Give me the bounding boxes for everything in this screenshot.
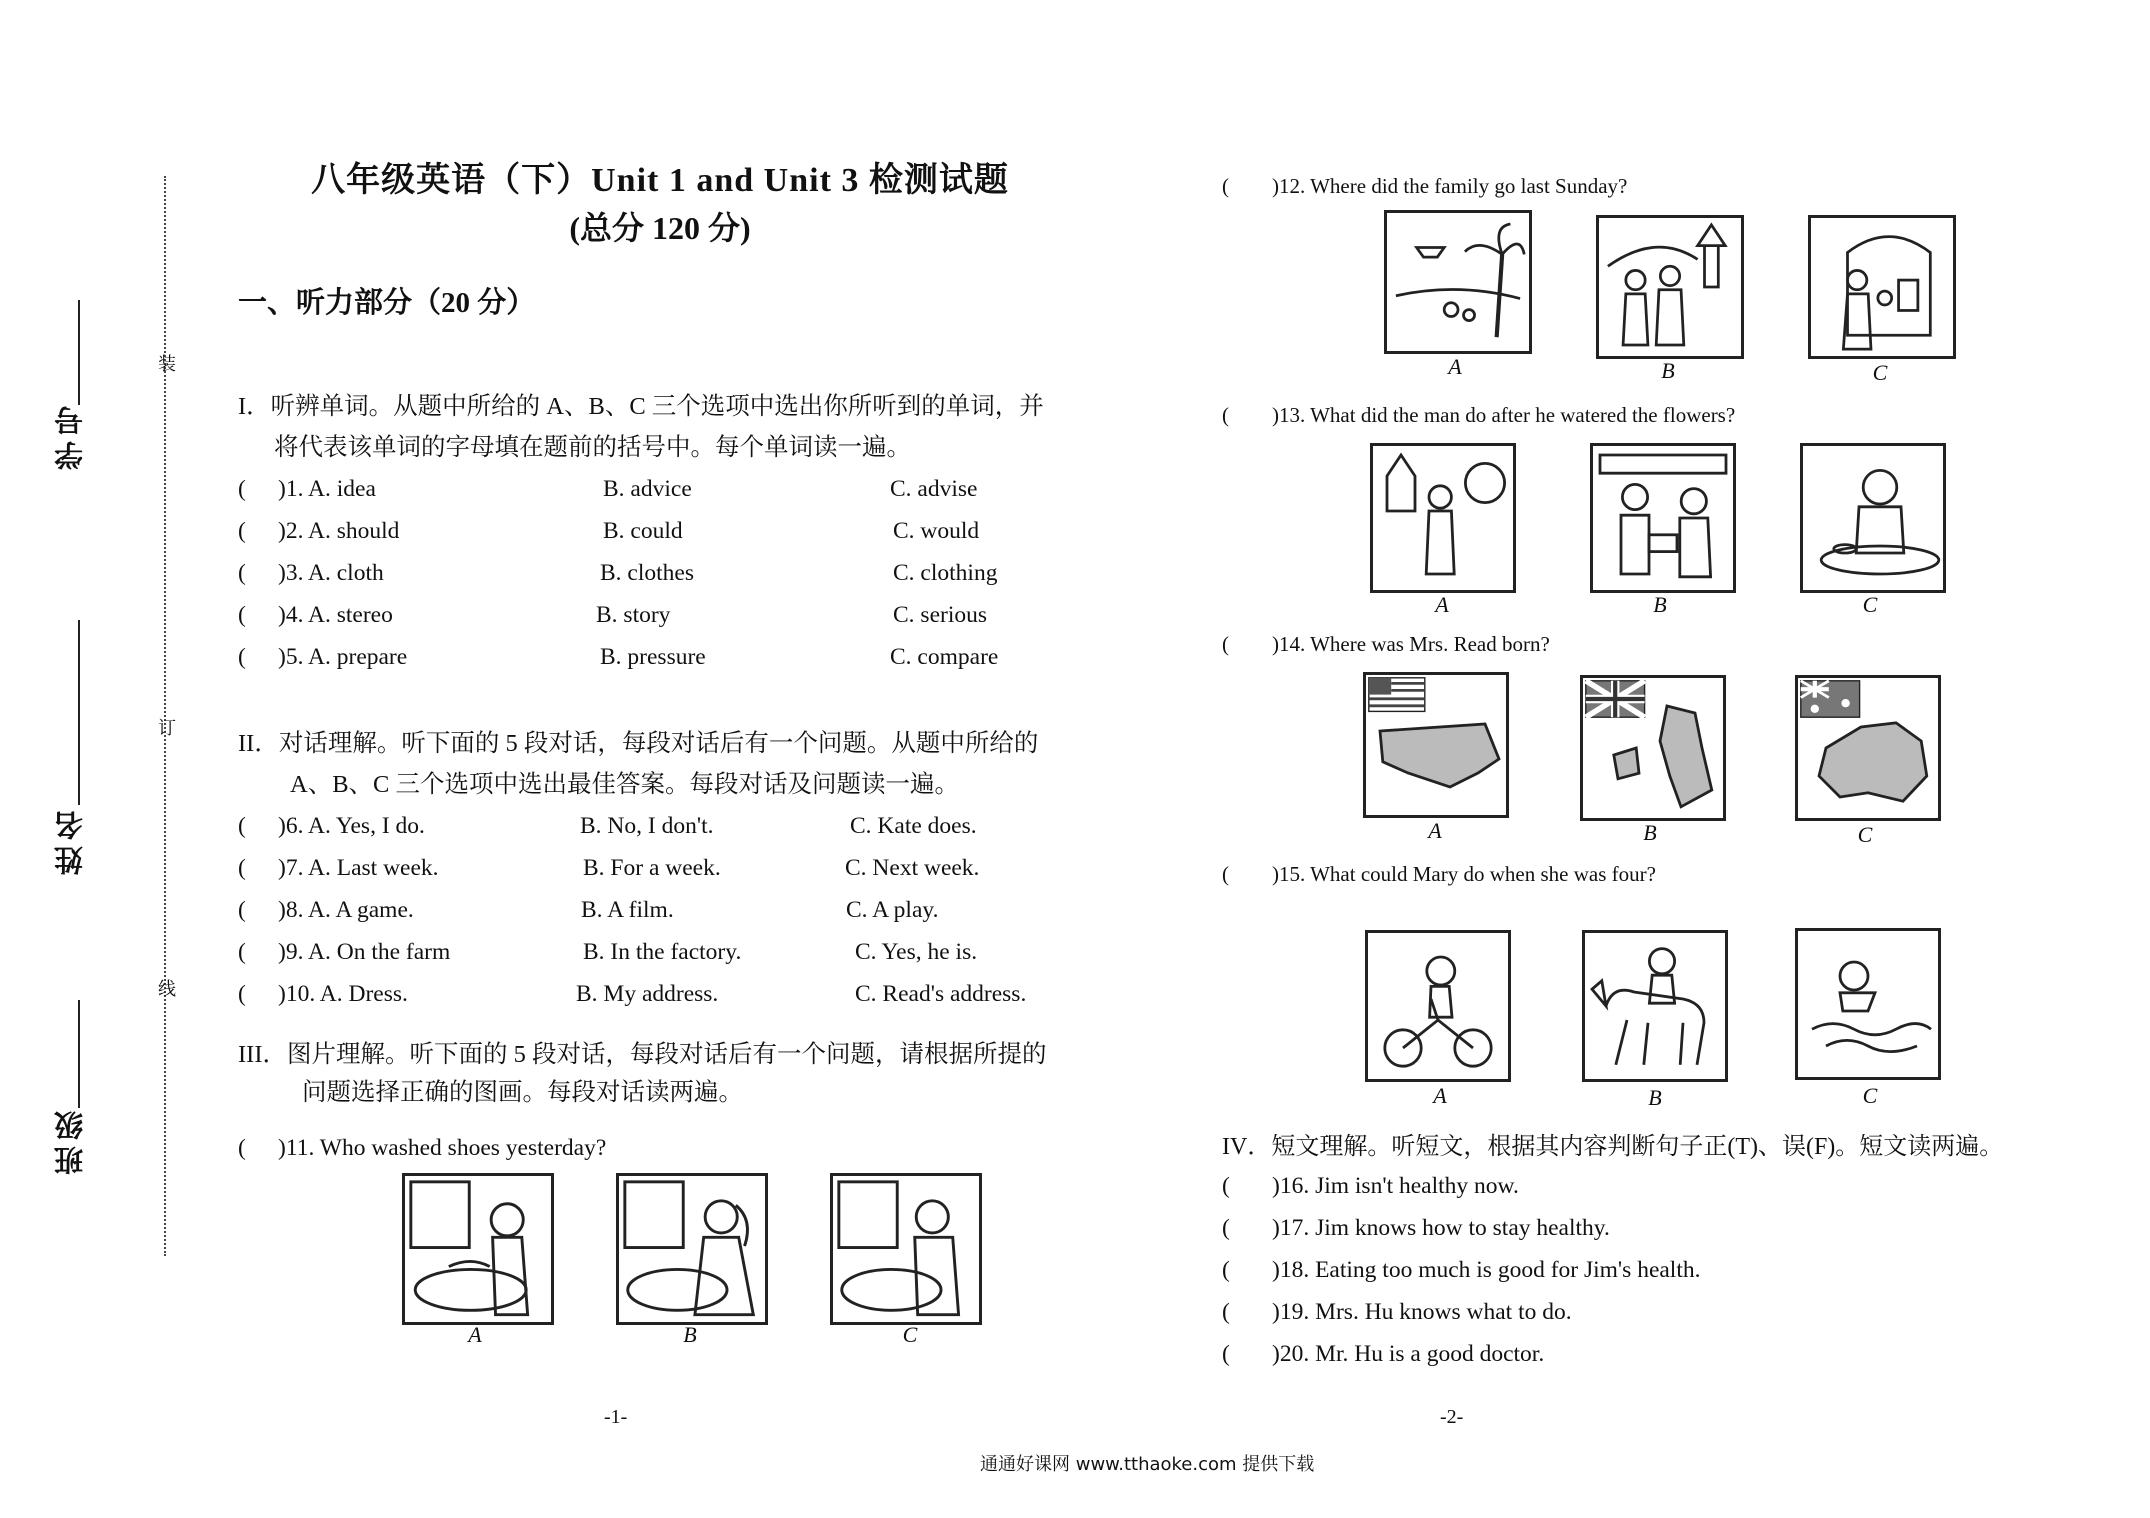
answer-paren[interactable]: ( (238, 981, 246, 1007)
picture-label-c: C (902, 1322, 918, 1347)
option-b: B. advice (603, 476, 692, 502)
question-stem: )10. A. Dress. (278, 981, 408, 1007)
picture-option-a[interactable] (1370, 443, 1516, 593)
part1-instruction-line2: 将代表该单词的字母填在题前的括号中。每个单词读一遍。 (274, 434, 911, 461)
man-at-table-image (1803, 446, 1943, 590)
option-c: C. compare (890, 644, 999, 670)
question-row (1222, 862, 1656, 887)
question-row (1222, 632, 1550, 657)
question-row (238, 644, 1058, 676)
usa-map-flag-image (1366, 675, 1506, 815)
picture-label-a: A (1428, 818, 1442, 843)
girl-riding-horse-image (1585, 933, 1725, 1079)
answer-paren[interactable]: ( (238, 560, 246, 586)
beach-scene-image (1387, 213, 1529, 351)
question-row (1222, 403, 1735, 428)
question-row (1222, 1299, 1572, 1326)
question-row (238, 476, 1058, 508)
part2-instruction-line1: II．对话理解。听下面的 5 段对话，每段对话后有一个问题。从题中所给的 (238, 730, 1039, 757)
option-b: B. pressure (600, 644, 706, 670)
answer-paren[interactable]: ( (238, 897, 246, 923)
option-c: C. serious (893, 602, 987, 628)
question-row (238, 518, 1058, 550)
answer-paren[interactable]: ( (1222, 174, 1229, 198)
question-row (1222, 1215, 1610, 1242)
question-row (1222, 1173, 1519, 1200)
answer-paren[interactable]: ( (1222, 1215, 1230, 1241)
option-b: B. clothes (600, 560, 694, 586)
picture-label-a: A (1448, 354, 1462, 379)
washing-shoes-boy-image (405, 1176, 551, 1322)
part4-instruction: IV．短文理解。听短文，根据其内容判断句子正(T)、误(F)。短文读两遍。 (1222, 1134, 2004, 1160)
option-b: B. No, I don't. (580, 813, 714, 839)
picture-option-c[interactable] (1800, 443, 1946, 593)
question-stem: )11. Who washed shoes yesterday? (278, 1135, 607, 1161)
picture-option-c[interactable] (1795, 928, 1941, 1080)
question-stem: )19. Mrs. Hu knows what to do. (1272, 1299, 1572, 1325)
option-b: B. A film. (581, 897, 674, 923)
class-label: 班级 (55, 1105, 87, 1175)
answer-paren[interactable]: ( (1222, 862, 1229, 886)
question-stem: )2. A. should (278, 518, 400, 544)
answer-paren[interactable]: ( (1222, 1173, 1230, 1199)
picture-label-b: B (1661, 358, 1675, 383)
question-row (238, 981, 1058, 1013)
picture-label-b: B (1653, 592, 1667, 617)
class-line[interactable] (78, 1000, 80, 1108)
answer-paren[interactable]: ( (238, 476, 246, 502)
picture-option-a[interactable] (1365, 930, 1511, 1082)
answer-paren[interactable]: ( (238, 813, 246, 839)
family-trip-temple-image (1599, 218, 1741, 356)
question-stem: )8. A. A game. (278, 897, 414, 923)
question-row (238, 939, 1058, 971)
answer-paren[interactable]: ( (1222, 403, 1229, 427)
question-row (238, 813, 1058, 845)
option-c: C. Read's address. (855, 981, 1027, 1007)
question-row (1222, 1257, 1701, 1284)
picture-option-a[interactable] (1363, 672, 1509, 818)
student-id-line[interactable] (78, 300, 80, 405)
answer-paren[interactable]: ( (238, 855, 246, 881)
picture-label-b: B (1643, 820, 1657, 845)
section-listening-heading: 一、听力部分（20 分） (238, 287, 536, 319)
picture-option-c[interactable] (830, 1173, 982, 1325)
picture-option-c[interactable] (1795, 675, 1941, 821)
picture-label-c: C (1857, 822, 1873, 847)
binding-char-zhuang: 装 (158, 354, 176, 374)
student-id-label: 学号 (55, 400, 87, 470)
answer-paren[interactable]: ( (1222, 1341, 1230, 1367)
question-stem: )17. Jim knows how to stay healthy. (1272, 1215, 1610, 1241)
question-stem: )12. Where did the family go last Sunday? (1272, 174, 1628, 198)
option-c: C. Kate does. (850, 813, 977, 839)
question-stem: )1. A. idea (278, 476, 376, 502)
answer-paren[interactable]: ( (1222, 632, 1229, 656)
part3-instruction-line1: III．图片理解。听下面的 5 段对话，每段对话后有一个问题，请根据所提的 (238, 1041, 1047, 1068)
picture-option-b[interactable] (1590, 443, 1736, 593)
question-stem: )5. A. prepare (278, 644, 408, 670)
option-b: B. story (596, 602, 671, 628)
question-stem: )13. What did the man do after he watered the flowers? (1272, 403, 1736, 427)
picture-option-b[interactable] (616, 1173, 768, 1325)
picture-label-c: C (1862, 592, 1878, 617)
option-c: C. clothing (893, 560, 998, 586)
picture-option-c[interactable] (1808, 215, 1956, 359)
option-b: B. could (603, 518, 683, 544)
question-stem: )9. A. On the farm (278, 939, 451, 965)
option-c: C. Yes, he is. (855, 939, 978, 965)
question-row (238, 855, 1058, 887)
picture-option-b[interactable] (1596, 215, 1744, 359)
girl-swimming-image (1798, 931, 1938, 1077)
family-at-building-image (1811, 218, 1953, 356)
picture-option-b[interactable] (1582, 930, 1728, 1082)
picture-option-a[interactable] (402, 1173, 554, 1325)
picture-label-b: B (683, 1322, 697, 1347)
question-row (238, 1135, 606, 1162)
question-row (1222, 1341, 1544, 1368)
option-b: B. For a week. (583, 855, 721, 881)
picture-label-c: C (1872, 360, 1888, 385)
footer-source: 通通好课网 www.tthaoke.com 提供下载 (980, 1454, 1315, 1475)
picture-label-b: B (1648, 1085, 1662, 1110)
question-row (1222, 174, 1627, 199)
question-stem: )16. Jim isn't healthy now. (1272, 1173, 1519, 1199)
picture-label-a: A (1433, 1083, 1447, 1108)
exam-subtitle: (总分 120 分) (569, 210, 751, 246)
answer-paren[interactable]: ( (238, 939, 246, 965)
name-line[interactable] (78, 620, 80, 805)
name-label: 姓名 (55, 805, 87, 875)
washing-shoes-woman-image (833, 1176, 979, 1322)
part2-instruction-line2: A、B、C 三个选项中选出最佳答案。每段对话及问题读一遍。 (290, 771, 959, 798)
answer-paren[interactable]: ( (1222, 1299, 1230, 1325)
australia-map-flag-image (1798, 678, 1938, 818)
part3-instruction-line2: 问题选择正确的图画。每段对话读两遍。 (302, 1079, 743, 1106)
exam-title: 八年级英语（下）Unit 1 and Unit 3 检测试题 (311, 162, 1009, 199)
question-row (238, 560, 1058, 592)
page-number-1: -1- (604, 1406, 628, 1428)
uk-map-flag-image (1583, 678, 1723, 818)
question-row (238, 897, 1058, 929)
page-number-2: -2- (1440, 1406, 1464, 1428)
question-stem: )7. A. Last week. (278, 855, 439, 881)
answer-paren[interactable]: ( (238, 644, 246, 670)
binding-char-ding: 订 (158, 718, 176, 738)
question-stem: )20. Mr. Hu is a good doctor. (1272, 1341, 1545, 1367)
question-stem: )3. A. cloth (278, 560, 384, 586)
answer-paren[interactable]: ( (238, 1135, 246, 1161)
picture-label-a: A (1435, 592, 1449, 617)
option-c: C. advise (890, 476, 978, 502)
question-stem: )6. A. Yes, I do. (278, 813, 425, 839)
question-row (238, 602, 1058, 634)
washing-shoes-girl-image (619, 1176, 765, 1322)
picture-option-b[interactable] (1580, 675, 1726, 821)
question-stem: )18. Eating too much is good for Jim's health. (1272, 1257, 1701, 1283)
picture-label-c: C (1862, 1083, 1878, 1108)
option-c: C. Next week. (845, 855, 980, 881)
man-in-park-image (1373, 446, 1513, 590)
picture-option-a[interactable] (1384, 210, 1532, 354)
option-b: B. My address. (576, 981, 719, 1007)
part1-instruction-line1: I．听辨单词。从题中所给的 A、B、C 三个选项中选出你所听到的单词，并 (238, 393, 1044, 420)
question-stem: )14. Where was Mrs. Read born? (1272, 632, 1550, 656)
question-stem: )4. A. stereo (278, 602, 393, 628)
binding-char-xian: 线 (158, 979, 176, 999)
answer-paren[interactable]: ( (238, 518, 246, 544)
option-b: B. In the factory. (583, 939, 742, 965)
answer-paren[interactable]: ( (238, 602, 246, 628)
option-c: C. A play. (846, 897, 939, 923)
option-c: C. would (893, 518, 980, 544)
picture-label-a: A (468, 1322, 482, 1347)
answer-paren[interactable]: ( (1222, 1257, 1230, 1283)
girl-riding-bike-image (1368, 933, 1508, 1079)
question-stem: )15. What could Mary do when she was four? (1272, 862, 1656, 886)
man-at-shop-image (1593, 446, 1733, 590)
